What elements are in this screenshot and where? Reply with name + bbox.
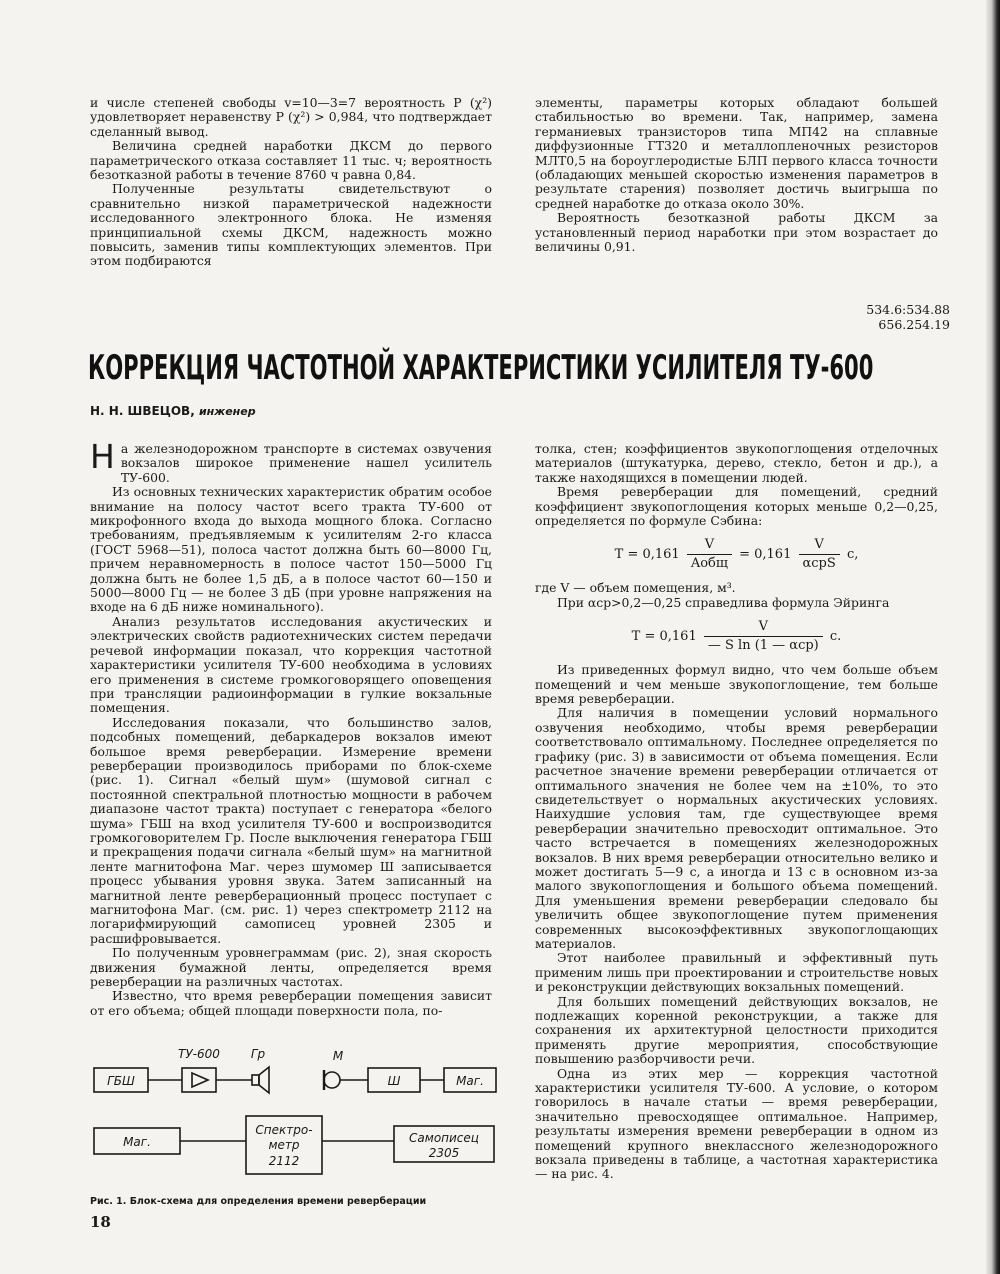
top-right-column xyxy=(535,96,938,254)
m-label: М xyxy=(332,1049,344,1063)
recorder-label-line: Самописец xyxy=(409,1131,479,1145)
tu600-label: ТУ-600 xyxy=(178,1047,220,1061)
eyring-formula: T = 0,161 $\frac{V}{\text{— S ln (1 — αср)}}$ c. xyxy=(631,619,842,654)
paragraph: и числе степеней свободы v=10—3=7 вероятность P (χ²) удовлетворяет неравенству P (χ²) > 0,984, что подтверждает сделанный вывод. xyxy=(90,95,492,139)
paragraph: Одна из этих мер — коррекция частотной характеристики усилителя ТУ-600. А условие, о котором говорилось в начале статьи — время реверберации, значительно превосходящее оптимальное. Например, результаты измерения времени реверберации в одном из помещений крупного внеклассного железнодорожного вокзала приведены в таблице, а частотная характеристика — на рис. 4. xyxy=(535,1065,938,1182)
udc-line: 656.254.19 xyxy=(878,317,950,332)
paragraph: Полученные результаты свидетельствуют о сравнительно низкой параметрической надежности исследованного электронного блока. Не изменяя принципиальной схемы ДКСМ, надежность можно повысить, заменив типы комплектующих элементов. При этом подбираются xyxy=(90,181,492,269)
paragraph: При αср>0,2—0,25 справедлива формула Эйринга xyxy=(557,594,890,610)
sabine-formula: T = 0,161 $\frac{V}{\text{Aобщ}}$ = 0,161 $\frac{V}{\text{αсрS}}$ c, xyxy=(614,537,859,572)
author-line xyxy=(90,404,256,418)
paragraph: Известно, что время реверберации помещения зависит от его объема; общей площади поверхности пола, по- xyxy=(90,988,492,1018)
main-left-column xyxy=(90,437,492,1018)
fraction: $\frac{V}{\text{αсрS}}$ xyxy=(799,536,840,573)
mag-top-label: Маг. xyxy=(456,1074,484,1088)
fraction: $\frac{V}{\text{— S ln (1 — αср)}}$ xyxy=(704,618,823,655)
top-left-column xyxy=(90,96,492,269)
udc-line: 534.6:534.88 xyxy=(866,302,950,317)
microphone-icon xyxy=(324,1072,340,1088)
paragraph: Время реверберации для помещений, средний коэффициент звукопоглощения которых меньше 0,2—0,25, определяется по формуле Сэбина: xyxy=(535,484,938,529)
recorder-label-line: 2305 xyxy=(428,1146,460,1160)
figure-caption: Рис. 1. Блок-схема для определения времени реверберации xyxy=(90,1196,427,1207)
page-number: 18 xyxy=(90,1213,111,1231)
paragraph: Вероятность безотказной работы ДКСМ за установленный период наработки при этом возрастает до величины 0,91. xyxy=(535,210,938,255)
paragraph: По полученным уровнеграммам (рис. 2), зная скорость движения бумажной ленты, определяется время реверберации на различных частотах. xyxy=(90,945,492,990)
spectrometer-label-line: Спектро- xyxy=(255,1123,313,1137)
paragraph: Из приведенных формул видно, что чем больше объем помещений и чем меньше звукопоглощение, тем больше время реверберации. xyxy=(535,662,938,707)
spectrometer-label-line: 2112 xyxy=(268,1154,300,1168)
sh-label: Ш xyxy=(387,1074,401,1088)
speaker-body xyxy=(252,1075,259,1085)
speaker-icon xyxy=(259,1067,269,1093)
block-diagram xyxy=(88,1046,500,1196)
udc-index xyxy=(760,302,950,332)
main-right-column xyxy=(535,442,938,1182)
page-edge-shadow xyxy=(986,0,1000,1274)
author-role: инженер xyxy=(198,405,256,418)
paragraph: Исследования показали, что большинство залов, подсобных помещений, дебаркадеров вокзалов имеют большое время реверберации. Измерение времени реверберации производилось приборами по блок-схеме (рис. 1). Сигнал «белый шум» (шумовой сигнал с постоянной спектральной плотностью мощности в рабочем диапазоне частот тракта) поступает с генератора «белого шума» ГБШ на вход усилителя ТУ-600 и воспроизводится громкоговорителем Гр. После выключения генератора ГБШ и прекращения подачи сигнала «белый шум» на магнитной ленте магнитофона Маг. через шумомер Ш записывается процесс убывания уровня звука. Затем записанный на магнитной ленте реверберационный процесс поступает с магнитофона Маг. (см. рис. 1) через спектрометр 2112 на логарифмирующий самописец уровней 2305 и расшифровывается. xyxy=(90,714,492,946)
fraction: $\frac{V}{\text{Aобщ}}$ xyxy=(687,536,732,573)
amplifier-block xyxy=(182,1068,216,1092)
drop-cap: Н xyxy=(90,437,115,476)
paragraph: Для наличия в помещении условий нормального озвучения необходимо, чтобы время реверберации соответствовало оптимальному. Последнее определяется по графику (рис. 3) в зависимости от объема помещения. Если расчетное значение времени реверберации отличается от оптимального значения не более чем на ±10%, то это свидетельствует о нормальных акустических условиях. Наихудшие условия там, где существующее время реверберации значительно превосходит оптимальное. Это часто встречается в помещениях железнодорожных вокзалов. В них время реверберации относительно велико и может достигать 5—9 с, а иногда и 13 с в основном из-за малого звукопоглощения и большого объема помещений. Для уменьшения времени реверберации следовало бы увеличить общее звукопоглощение путем применения современных высокоэффективных звукопоглощающих материалов. xyxy=(535,705,938,951)
paragraph: Этот наиболее правильный и эффективный путь применим лишь при проектировании и строительстве новых и реконструкции действующих вокзальных помещений. xyxy=(535,950,938,995)
paragraph: толка, стен; коэффициентов звукопоглощения отделочных материалов (штукатурка, дерево, стекло, бетон и др.), а также находящихся в помещении людей. xyxy=(535,441,938,485)
lead-paragraph xyxy=(90,437,492,485)
paragraph: Для больших помещений действующих вокзалов, не подлежащих коренной реконструкции, а также для сохранения их архитектурной целостности приходится применять другие мероприятия, способствующие повышению разборчивости речи. xyxy=(535,993,938,1067)
lead-text: а железнодорожном транспорте в системах озвучения вокзалов широкое применение нашел усилитель ТУ-600. xyxy=(120,441,492,485)
article-title: КОРРЕКЦИЯ ЧАСТОТНОЙ ХАРАКТЕРИСТИКИ УСИЛИТЕЛЯ ТУ-600 xyxy=(88,348,874,388)
spectrometer-label-line: метр xyxy=(268,1138,300,1152)
gr-label: Гр xyxy=(250,1047,266,1061)
paragraph: Величина средней наработки ДКСМ до первого параметрического отказа составляет 11 тыс. ч; вероятность безотказной работы в течение 8760 ч равна 0,84. xyxy=(90,138,492,183)
amplifier-triangle-icon xyxy=(192,1073,208,1087)
paragraph: Из основных технических характеристик обратим особое внимание на полосу частот всего тракта ТУ-600 от микрофонного входа до выхода мощного блока. Согласно требованиям, предъявляемым к усилителям 2-го класса (ГОСТ 5968—51), полоса частот должна быть 60—8000 Гц, причем неравномерность в полосе частот 150—5000 Гц должна быть не более 1,5 дБ, а в полосе частот 60—150 и 5000—8000 Гц — не более 3 дБ (при уровне напряжения на входе на 6 дБ ниже номинального). xyxy=(90,484,492,615)
mag-bottom-label: Маг. xyxy=(123,1135,151,1149)
paragraph: Анализ результатов исследования акустических и электрических свойств радиотехнических систем передачи речевой информации показал, что коррекция частотной характеристики усилителя ТУ-600 необходима в условиях его применения в системе громкоговорящего оповещения при трансляции радиоинформации в гулкие вокзальные помещения. xyxy=(90,613,492,716)
author-name: Н. Н. ШВЕЦОВ, xyxy=(90,404,195,418)
paragraph: где V — объем помещения, м³. xyxy=(535,580,736,596)
paragraph: элементы, параметры которых обладают большей стабильностью во времени. Так, например, замена германиевых транзисторов типа МП42 на сплавные диффузионные ГТ320 и металлопленочных резисторов МЛТ0,5 на бороуглеродистые БЛП первого класса точности (обладающих меньшей скоростью изменения параметров в результате старения) позволяет достичь выигрыша по средней наработке до отказа около 30%. xyxy=(535,95,938,211)
gbsh-label: ГБШ xyxy=(107,1074,135,1088)
